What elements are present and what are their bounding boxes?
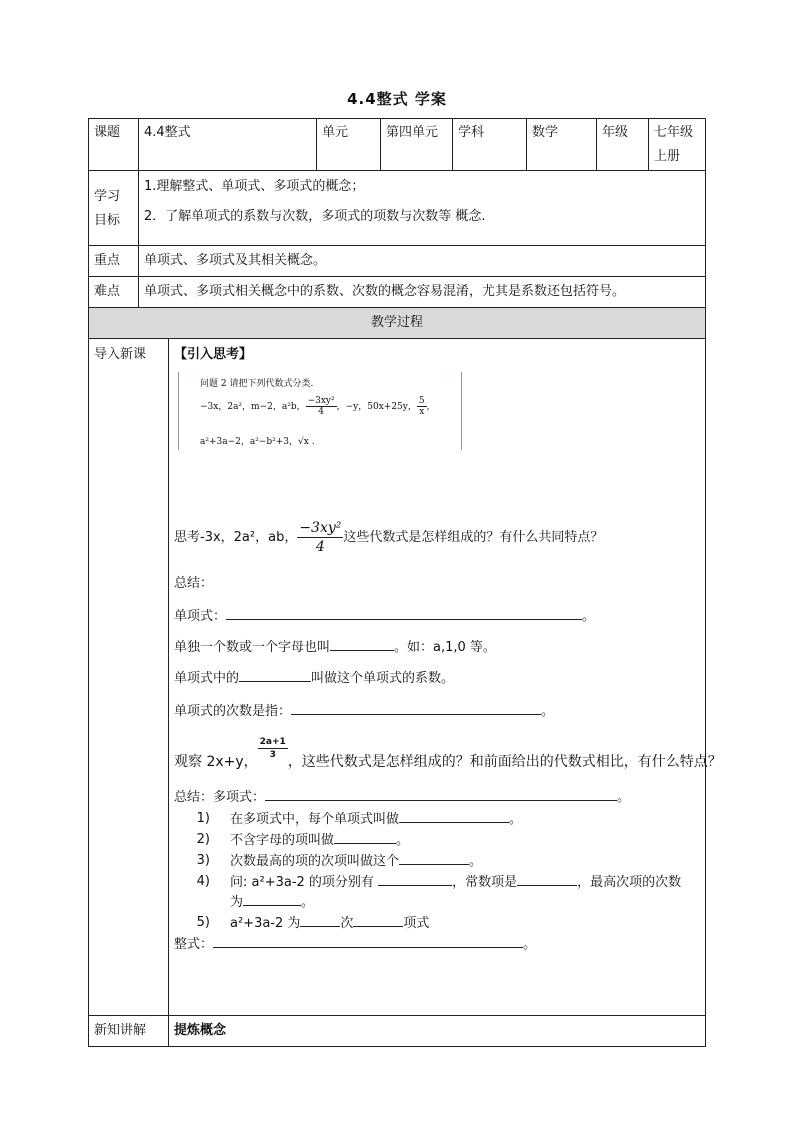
monomial-label: 单项式： [174,609,227,624]
integer-expression-label: 整式： [174,937,214,952]
fraction-denominator: 3 [269,749,276,760]
fraction-numerator: 2a+1 [259,736,286,747]
problem-border-right [461,372,462,450]
period: 。 [617,790,631,805]
fraction-numerator: 5 [418,396,425,406]
fraction-denominator: x [419,407,425,417]
period: 。 [396,833,410,848]
answer-blank[interactable] [334,829,396,844]
problem-fraction [306,396,337,417]
list-item-continuation [230,891,314,914]
answer-blank[interactable] [399,850,469,865]
row-divider [88,338,706,339]
goals-label: 学习 [94,189,121,204]
summary-label: 总结： [174,576,214,591]
list-item [230,912,429,935]
unit-label: 单元 [322,125,349,140]
item-text: 在多项式中，每个单项式叫做 [230,812,400,827]
difficulty-label: 难点 [94,284,121,299]
col-divider [380,118,381,170]
subject-value: 数学 [532,125,559,140]
goal-item-2: 2．了解单项式的系数与次数，多项式的项数与次数等 概念. [144,209,486,224]
grade-value-term: 上册 [654,149,681,164]
item-text: 次数最高的项的次项叫做这个 [230,854,400,869]
degree-line [174,700,554,723]
coefficient-line [174,667,454,690]
answer-blank[interactable] [243,891,301,906]
item-text: ，常数项是 [452,875,518,890]
list-item [230,808,522,831]
col-divider [168,338,169,1047]
answer-blank[interactable] [291,700,541,715]
answer-blank[interactable] [330,636,394,651]
period: 。 [469,854,483,869]
item-number: 4) [196,874,210,889]
degree-label: 单项式的次数是指： [174,704,292,719]
think-lead: 思考-3x，2a²，ab， [174,530,298,545]
topic-label: 课题 [94,125,121,140]
row-divider [88,170,706,171]
item-text: 问: a²+3a-2 的项分别有 [230,875,374,890]
topic-value: 4.4整式 [144,125,191,140]
problem-line-1a: −3x，2a²，m−2，a²b， [200,402,306,412]
row-divider [88,276,706,277]
answer-blank[interactable] [378,871,452,886]
item-text: 为 [230,895,244,910]
list-item [230,829,409,852]
grade-value: 七年级 [654,125,694,140]
observe-tail: ，这些代数式是怎样组成的？和前面给出的代数式相比，有什么特点？ [287,754,722,770]
new-knowledge-text: 提炼概念 [174,1023,227,1038]
item-text: a²+3a-2 为 [230,916,301,931]
answer-blank[interactable] [517,871,577,886]
polynomial-definition [174,786,630,809]
subject-label: 学科 [458,125,485,140]
observe-fraction [258,736,288,761]
problem-line-2: a²+3a−2，a²−b²+3，√x . [200,437,315,447]
goals-label-2: 目标 [94,213,121,228]
new-knowledge-label: 新知讲解 [94,1023,147,1038]
row-divider [88,1015,706,1016]
page-title: 4.4整式 学案 [347,90,447,108]
problem-image [178,372,462,452]
row-divider [88,245,706,246]
problem-line-1b: ，−y，50x+25y， [336,402,417,412]
period: 。 [541,704,555,719]
col-divider [596,118,597,170]
think-question [174,518,603,558]
coefficient-lead: 单项式中的 [174,671,240,686]
fraction-denominator: 4 [315,539,325,555]
fraction-numerator: −3xy² [307,396,335,406]
answer-blank[interactable] [265,786,617,801]
observe-lead: 观察 2x+y， [174,754,258,770]
polynomial-label: 总结：多项式： [174,790,266,805]
item-number: 2) [196,832,210,847]
item-text: 次 [340,916,354,931]
answer-blank[interactable] [239,667,311,682]
think-tail: 这些代数式是怎样组成的？有什么共同特点？ [343,530,604,545]
period: 。 [582,609,596,624]
item-number: 3) [196,853,210,868]
key-point-text: 单项式、多项式及其相关概念。 [144,253,327,268]
col-divider [138,118,139,307]
integer-expression-definition [174,933,536,956]
answer-blank[interactable] [353,912,403,927]
coefficient-tail: 叫做这个单项式的系数。 [311,671,455,686]
item-number: 1) [196,811,210,826]
problem-border-left [178,372,179,450]
fraction-numerator: −3xy² [299,520,342,536]
answer-blank[interactable] [226,605,582,620]
difficulty-text: 单项式、多项式相关概念中的系数、次数的概念容易混淆，尤其是系数还包括符号。 [144,284,626,299]
grade-label: 年级 [602,125,629,140]
goal-item-1: 1.理解整式、单项式、多项式的概念； [144,179,365,194]
single-term-lead: 单独一个数或一个字母也叫 [174,640,331,655]
key-point-label: 重点 [94,253,121,268]
answer-blank[interactable] [300,912,340,927]
observe-question [174,736,722,782]
item-number: 5) [196,915,210,930]
problem-fraction-2 [417,396,427,417]
intro-heading: 【引入思考】 [174,347,253,362]
item-text: ，最高次项的次数 [577,875,682,890]
list-item [230,850,482,873]
problem-line-1: −3x，2a²，m−2，a²b， $\frac{\text{−3xy²}}{4}$ ，−y，50x+25y， $\frac{5}{x}$ , [200,396,430,417]
think-fraction [297,519,343,556]
item-text: 不含字母的项叫做 [230,833,335,848]
process-header: 教学过程 [370,315,423,330]
answer-blank[interactable] [399,808,509,823]
col-divider [526,118,527,170]
problem-title: 问题 2 请把下列代数式分类. [200,379,314,389]
intro-label: 导入新课 [94,347,147,362]
col-divider [452,118,453,170]
fraction-denominator: 4 [318,407,324,417]
period: 。 [301,895,315,910]
period: 。 [509,812,523,827]
unit-value: 第四单元 [386,125,439,140]
single-term-tail: 。如：a,1,0 等。 [394,640,496,655]
monomial-definition [174,605,595,628]
single-term-line [174,636,496,659]
item-text: 项式 [403,916,430,931]
col-divider [316,118,317,170]
answer-blank[interactable] [213,933,523,948]
col-divider [648,118,649,170]
period: 。 [523,937,537,952]
